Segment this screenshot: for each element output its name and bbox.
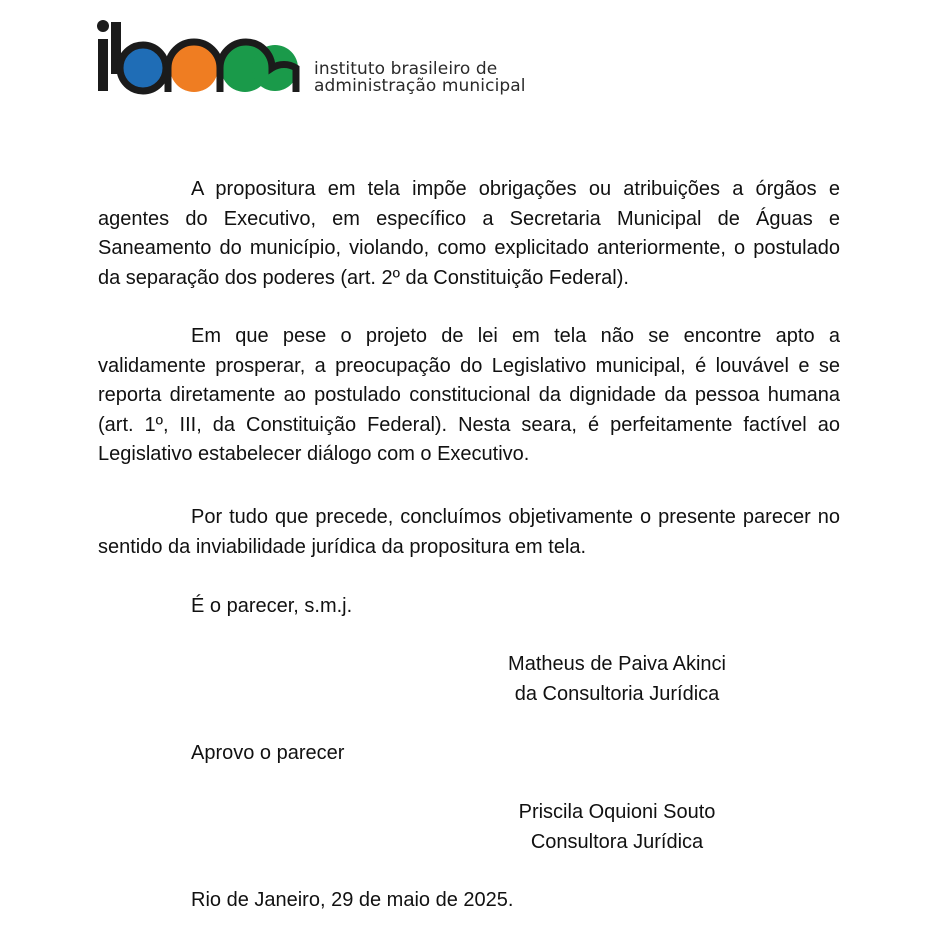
paragraph-2-text: Em que pese o projeto de lei em tela não se encontre apto a validamente prosperar, a preocupação do Legislativo municipal, é louvável e se reporta diretamente ao postulado constitucional da dignidade da pessoa humana (art. 1º, III, da Constituição Federal). Nesta seara, é perfeitamente factível ao Legislativo estabelecer diálogo com o Executivo. <box>98 325 840 465</box>
paragraph-2 <box>98 322 840 470</box>
ibam-logo-mark <box>96 16 306 100</box>
ibam-logo <box>96 16 526 100</box>
closing-line: É o parecer, s.m.j. <box>191 595 353 617</box>
org-name-line2: administração municipal <box>314 76 526 96</box>
paragraph-3-text: Por tudo que precede, concluímos objetivamente o presente parecer no sentido da inviabilidade jurídica da propositura em tela. <box>98 506 840 558</box>
logo-dot <box>97 20 109 32</box>
signer-2-name: Priscila Oquioni Souto <box>518 801 716 823</box>
signer-2-role: Consultora Jurídica <box>530 831 704 853</box>
org-name-line1: instituto brasileiro de <box>314 59 498 79</box>
org-name <box>314 61 526 95</box>
approval-line: Aprovo o parecer <box>191 742 345 764</box>
paragraph-1 <box>98 175 840 293</box>
signature-block-2 <box>467 797 767 857</box>
paragraph-1-text: A propositura em tela impõe obrigações ou atribuições a órgãos e agentes do Executivo, em específico a Secretaria Municipal de Águas e Saneamento do município, violando, como explicitado anteriormente, o postulado da separação dos poderes (art. 2º da Constituição Federal). <box>98 178 840 289</box>
signer-1-name: Matheus de Paiva Akinci <box>508 653 726 675</box>
paragraph-3 <box>98 503 840 562</box>
logo-stem-i <box>98 39 108 91</box>
signature-block-1 <box>467 649 767 709</box>
place-date: Rio de Janeiro, 29 de maio de 2025. <box>191 889 514 911</box>
signer-1-role: da Consultoria Jurídica <box>514 683 720 705</box>
